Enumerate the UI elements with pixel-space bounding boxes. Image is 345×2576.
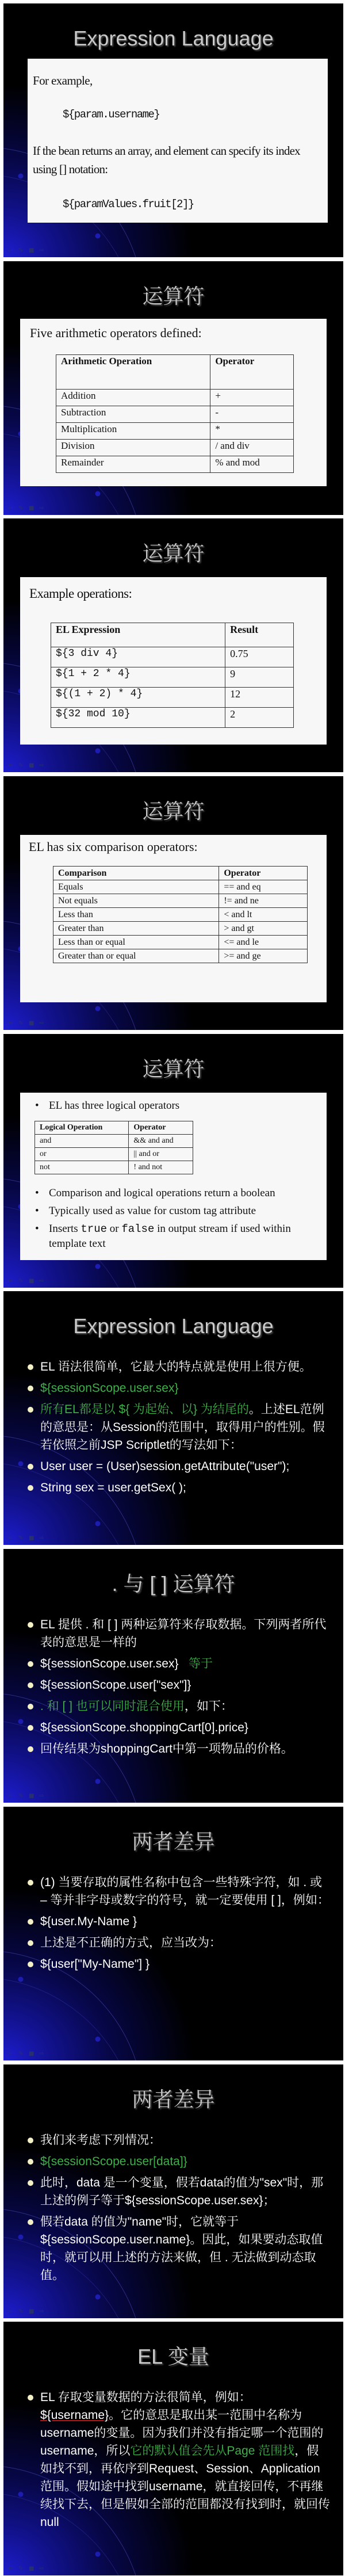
bullet-text: 上述是不正确的方式，应当改为： bbox=[40, 1936, 221, 1949]
decorative-dot bbox=[95, 1006, 101, 1012]
comparison-table bbox=[53, 866, 308, 963]
slide-wrap bbox=[0, 258, 345, 516]
table-header-row bbox=[35, 1121, 193, 1134]
underlined-text: ${username} bbox=[40, 2409, 109, 2422]
next-arrow-icon[interactable] bbox=[39, 2051, 45, 2057]
logical-table bbox=[34, 1121, 193, 1174]
slide-title: 运算符 bbox=[142, 541, 205, 566]
decorative-dot bbox=[95, 491, 101, 496]
slide-nav bbox=[8, 2566, 45, 2572]
table-row bbox=[56, 406, 294, 422]
bullet-text: in output stream if used within template text bbox=[49, 1222, 291, 1250]
content-box bbox=[20, 577, 327, 745]
text-line: For example, bbox=[33, 74, 93, 87]
bullet-text: String sex = user.getSex( ); bbox=[40, 1481, 186, 1495]
table-cell: Equals bbox=[53, 880, 219, 894]
bullet-text: ${sessionScope.shoppingCart[0].price} bbox=[40, 1721, 248, 1735]
table-cell: * bbox=[210, 422, 294, 439]
bullet-text: ${user["My-Name"] } bbox=[40, 1957, 150, 1971]
table-row bbox=[56, 456, 294, 472]
slide bbox=[3, 2322, 343, 2575]
column-header: Result bbox=[225, 623, 294, 647]
slide-wrap bbox=[0, 1031, 345, 1288]
prev-arrow-icon[interactable] bbox=[8, 763, 14, 769]
bullet-item: • Comparison and logical operations return a boolean bbox=[34, 1186, 315, 1200]
highlighted-text: ${sessionScope.user.sex} bbox=[40, 1382, 179, 1395]
prev-arrow-icon[interactable] bbox=[8, 506, 14, 512]
table-row bbox=[35, 1147, 193, 1161]
menu-icon[interactable] bbox=[29, 1536, 34, 1541]
menu-icon[interactable] bbox=[29, 2566, 34, 2572]
slide-title: 两者差异 bbox=[132, 2087, 215, 2111]
column-header: Comparison bbox=[53, 867, 219, 880]
slide bbox=[3, 1549, 343, 1803]
pen-icon[interactable] bbox=[18, 2309, 24, 2315]
content-box bbox=[20, 835, 327, 1002]
table-row bbox=[51, 688, 294, 708]
slide-nav bbox=[8, 763, 45, 769]
table-row bbox=[53, 936, 308, 949]
content-box bbox=[20, 1093, 327, 1260]
menu-icon[interactable] bbox=[29, 1793, 34, 1799]
bullet-item bbox=[26, 1655, 331, 1673]
table-row bbox=[53, 908, 308, 922]
highlighted-text: . 和 [ ] 也可以同时混合使用 bbox=[40, 1700, 185, 1713]
prev-arrow-icon[interactable] bbox=[8, 2566, 14, 2572]
slide-wrap bbox=[0, 515, 345, 773]
bullet-text: EL 存取变量数据的方法很简单，例如： bbox=[40, 2391, 251, 2405]
bullet-text: ，假如找不到，再依序到Request、Session、Application范围。假如途中找到username，就直接回传，不再继续找下去，但是假如全部的范围都没有找到时，就回传null bbox=[40, 2444, 330, 2529]
pen-icon[interactable] bbox=[18, 506, 24, 512]
prev-arrow-icon[interactable] bbox=[8, 1279, 14, 1284]
bullet-item bbox=[26, 1379, 331, 1397]
code-line: ${param.username} bbox=[63, 108, 160, 121]
slide-wrap bbox=[0, 2318, 345, 2576]
column-header: Operator bbox=[219, 867, 308, 880]
bullet-item bbox=[26, 1358, 331, 1376]
prev-arrow-icon[interactable] bbox=[8, 1536, 14, 1541]
slide-wrap bbox=[0, 2061, 345, 2319]
menu-icon[interactable] bbox=[29, 506, 34, 512]
slide-nav bbox=[8, 2051, 45, 2057]
table-cell: Less than bbox=[53, 908, 219, 922]
table-cell: ${32 mod 10} bbox=[51, 708, 225, 728]
next-arrow-icon[interactable] bbox=[39, 1279, 45, 1284]
slide-nav bbox=[8, 1793, 45, 1799]
text-line: If the bean returns an array, and element can specify its index using [] notation: bbox=[33, 144, 300, 176]
table-cell: != and ne bbox=[219, 894, 308, 908]
table-cell: Not equals bbox=[53, 894, 219, 908]
examples-table bbox=[51, 623, 294, 728]
code-line: ${paramValues.fruit[2]} bbox=[63, 198, 194, 211]
table-header-row bbox=[56, 354, 294, 389]
pen-icon[interactable] bbox=[18, 763, 24, 769]
pen-icon[interactable] bbox=[18, 1536, 24, 1541]
slide-wrap bbox=[0, 1545, 345, 1803]
table-cell: 2 bbox=[225, 708, 294, 728]
bullet-item bbox=[26, 1400, 331, 1454]
bullet-text: ，如下： bbox=[184, 1700, 233, 1713]
bullet-item bbox=[26, 1719, 331, 1737]
prev-arrow-icon[interactable] bbox=[8, 248, 14, 254]
content-box bbox=[20, 319, 327, 486]
table-cell: Remainder bbox=[56, 456, 210, 472]
table-cell: not bbox=[35, 1161, 129, 1174]
slide bbox=[3, 3, 343, 257]
bullet-item bbox=[26, 2213, 331, 2284]
table-cell: Addition bbox=[56, 389, 210, 406]
bullet-text: (1) 当要存取的属性名称中包含一些特殊字符，如 . 或 – 等并非字母或数字的符号，就一定要使用 [ ]，例如： bbox=[40, 1875, 329, 1907]
highlighted-text: 所有EL都是以 ${ 为起始、以} 为结尾的 bbox=[40, 1403, 249, 1417]
bullet-item bbox=[26, 1616, 331, 1651]
bullet-text: 我们来考虑下列情况： bbox=[40, 2133, 161, 2147]
bullet-list bbox=[34, 1098, 315, 1116]
bullet-text: ${sessionScope.user["sex"]} bbox=[40, 1678, 191, 1692]
table-row bbox=[56, 389, 294, 406]
next-arrow-icon[interactable] bbox=[39, 248, 45, 254]
slide-title: 运算符 bbox=[142, 284, 205, 308]
table-cell: and bbox=[35, 1134, 129, 1147]
table-row bbox=[35, 1161, 193, 1174]
table-cell: Subtraction bbox=[56, 406, 210, 422]
slide bbox=[3, 1807, 343, 2060]
prev-arrow-icon[interactable] bbox=[8, 1793, 14, 1799]
bullet-text: User user = (User)session.getAttribute("user"); bbox=[40, 1460, 290, 1474]
table-row bbox=[53, 949, 308, 963]
slide-title: 运算符 bbox=[142, 1056, 205, 1081]
intro-text: Example operations: bbox=[29, 586, 132, 601]
table-header-row bbox=[53, 867, 308, 880]
code-true: true bbox=[80, 1222, 108, 1235]
table-row bbox=[53, 880, 308, 894]
highlighted-text: ${sessionScope.user[data]} bbox=[40, 2154, 187, 2168]
slide-nav bbox=[8, 248, 45, 254]
bullet-text: 假若data 的值为"name"时，它就等于${sessionScope.user.name}。因此，如果要动态取值时，就可以用上述的方法来做，但 . 无法做到动态取值。 bbox=[40, 2215, 323, 2282]
table-cell: == and eq bbox=[219, 880, 308, 894]
table-cell: 12 bbox=[225, 688, 294, 708]
table-row bbox=[53, 922, 308, 936]
slide-title: . 与 [ ] 运算符 bbox=[112, 1572, 235, 1596]
prev-arrow-icon[interactable] bbox=[8, 2309, 14, 2315]
table-cell: Greater than or equal bbox=[53, 949, 219, 963]
bullet-item bbox=[26, 1479, 331, 1497]
decorative-dot bbox=[18, 174, 24, 179]
table-cell: Multiplication bbox=[56, 422, 210, 439]
slide bbox=[3, 776, 343, 1030]
next-arrow-icon[interactable] bbox=[39, 763, 45, 769]
highlighted-text: 它的默认值会先从Page 范围找 bbox=[130, 2444, 295, 2458]
table-cell: ${1 + 2 * 4} bbox=[51, 667, 225, 688]
menu-icon[interactable] bbox=[29, 2309, 34, 2315]
decorative-dot bbox=[18, 1719, 24, 1724]
column-header: Operator bbox=[129, 1121, 193, 1134]
bullet-list bbox=[34, 1186, 315, 1254]
bullet-list bbox=[26, 1358, 331, 1500]
slide-nav bbox=[8, 1279, 45, 1284]
next-arrow-icon[interactable] bbox=[39, 2566, 45, 2572]
decorative-dot bbox=[18, 1976, 24, 1982]
intro-text: EL has six comparison operators: bbox=[29, 839, 198, 854]
slide-title: Expression Language bbox=[73, 26, 274, 50]
bullet-item bbox=[34, 1222, 315, 1251]
slide-title: 两者差异 bbox=[132, 1829, 215, 1853]
bullet-text: 。上述EL范例的意思是：从Session的范围中，取得用户的性别。假若依照之前JSP Scriptlet的写法如下： bbox=[40, 1403, 325, 1452]
slide-nav bbox=[8, 1021, 45, 1026]
decorative-dot bbox=[95, 2294, 101, 2299]
bullet-text: or bbox=[107, 1222, 122, 1235]
slide bbox=[3, 1291, 343, 1545]
bullet-item bbox=[26, 2153, 331, 2170]
bullet-text: 。它的意思是取出某一范围中名称为username的变量。因为我们并没有指定哪一个范围的username，所以 bbox=[40, 2409, 324, 2458]
next-arrow-icon[interactable] bbox=[39, 1793, 45, 1799]
table-cell: Greater than bbox=[53, 922, 219, 936]
slide-nav bbox=[8, 2309, 45, 2315]
decorative-dot bbox=[95, 1779, 101, 1784]
decorative-dot bbox=[18, 1461, 24, 1467]
decorative-dot bbox=[95, 234, 101, 239]
bullet-item bbox=[26, 1955, 331, 1973]
table-cell: + bbox=[210, 389, 294, 406]
menu-icon[interactable] bbox=[29, 763, 34, 769]
table-cell: > and gt bbox=[219, 922, 308, 936]
intro-text: Five arithmetic operators defined: bbox=[30, 325, 202, 340]
decorative-dot bbox=[95, 1521, 101, 1526]
decorative-dot bbox=[95, 1264, 101, 1269]
table-cell: - bbox=[210, 406, 294, 422]
bullet-item: • Typically used as value for custom tag attribute bbox=[34, 1204, 315, 1218]
bullet-item bbox=[26, 1873, 331, 1909]
decorative-dot bbox=[18, 2492, 24, 2497]
bullet-item bbox=[26, 2388, 331, 2531]
bullet-item bbox=[26, 2131, 331, 2149]
table-cell: Less than or equal bbox=[53, 936, 219, 949]
table-cell: || and or bbox=[129, 1147, 193, 1161]
highlighted-text: 等于 bbox=[178, 1657, 213, 1671]
decorative-dot bbox=[95, 2552, 101, 2557]
table-cell: ${(1 + 2) * 4} bbox=[51, 688, 225, 708]
slide-wrap bbox=[0, 0, 345, 258]
column-header: Arithmetic Operation bbox=[56, 354, 210, 389]
content-box bbox=[28, 59, 328, 223]
table-row bbox=[56, 439, 294, 456]
table-cell: Division bbox=[56, 439, 210, 456]
slide-title: 运算符 bbox=[142, 799, 205, 823]
table-row bbox=[35, 1134, 193, 1147]
slide-wrap bbox=[0, 773, 345, 1031]
slide-title: Expression Language bbox=[73, 1314, 274, 1338]
table-cell: ! and not bbox=[129, 1161, 193, 1174]
pen-icon[interactable] bbox=[18, 1021, 24, 1026]
table-row bbox=[53, 894, 308, 908]
slide-title: EL 变量 bbox=[137, 2345, 209, 2369]
bullet-item bbox=[26, 1676, 331, 1694]
slide bbox=[3, 2064, 343, 2318]
pen-icon[interactable] bbox=[18, 248, 24, 254]
slide-nav bbox=[8, 506, 45, 512]
table-cell: % and mod bbox=[210, 456, 294, 472]
slide bbox=[3, 518, 343, 772]
decorative-dot bbox=[18, 2234, 24, 2239]
next-arrow-icon[interactable] bbox=[39, 2309, 45, 2315]
table-cell: 9 bbox=[225, 667, 294, 688]
decorative-dot bbox=[95, 2036, 101, 2041]
next-arrow-icon[interactable] bbox=[39, 506, 45, 512]
next-arrow-icon[interactable] bbox=[39, 1021, 45, 1026]
bullet-item: • EL has three logical operators bbox=[34, 1098, 315, 1113]
table-cell: && and and bbox=[129, 1134, 193, 1147]
bullet-item bbox=[26, 2174, 331, 2209]
bullet-text: ${sessionScope.user.sex} bbox=[40, 1657, 179, 1671]
table-cell: >= and ge bbox=[219, 949, 308, 963]
bullet-item bbox=[26, 1697, 331, 1715]
bullet-item bbox=[26, 1913, 331, 1930]
slide bbox=[3, 1034, 343, 1288]
prev-arrow-icon[interactable] bbox=[8, 1021, 14, 1026]
bullet-item bbox=[26, 1740, 331, 1758]
bullet-text: EL 语法很简单，它最大的特点就是使用上很方便。 bbox=[40, 1360, 312, 1374]
arithmetic-table bbox=[56, 354, 294, 473]
bullet-item bbox=[26, 1457, 331, 1475]
next-arrow-icon[interactable] bbox=[39, 1536, 45, 1541]
decorative-arc bbox=[3, 1979, 118, 2060]
table-row bbox=[51, 667, 294, 688]
table-row bbox=[51, 647, 294, 667]
bullet-text: 回传结果为shoppingCart中第一项物品的价格。 bbox=[40, 1742, 293, 1756]
table-cell: ${3 div 4} bbox=[51, 647, 225, 667]
pen-icon[interactable] bbox=[18, 2566, 24, 2572]
table-cell: / and div bbox=[210, 439, 294, 456]
slide-nav bbox=[8, 1536, 45, 1541]
table-row bbox=[51, 708, 294, 728]
column-header: EL Expression bbox=[51, 623, 225, 647]
menu-icon[interactable] bbox=[29, 1279, 34, 1284]
decorative-dot bbox=[95, 749, 101, 754]
table-cell: or bbox=[35, 1147, 129, 1161]
column-header: Operator bbox=[210, 354, 294, 389]
bullet-list bbox=[26, 2388, 331, 2535]
pen-icon[interactable] bbox=[18, 2051, 24, 2057]
prev-arrow-icon[interactable] bbox=[8, 2051, 14, 2057]
bullet-list bbox=[26, 2131, 331, 2288]
table-cell: <= and le bbox=[219, 936, 308, 949]
column-header: Logical Operation bbox=[35, 1121, 129, 1134]
bullet-list bbox=[26, 1616, 331, 1761]
bullet-text: 此时，data 是一个变量，假若data的值为"sex"时，那上述的例子等于${sessionScope.user.sex}； bbox=[40, 2176, 324, 2207]
slide-wrap bbox=[0, 1288, 345, 1545]
bullet-text: ${user.My-Name } bbox=[40, 1914, 137, 1928]
pen-icon[interactable] bbox=[18, 1279, 24, 1284]
menu-icon[interactable] bbox=[29, 248, 34, 254]
slide-wrap bbox=[0, 1803, 345, 2061]
table-header-row bbox=[51, 623, 294, 647]
bullet-text: EL 提供 . 和 [ ] 两种运算符来存取数据。下列两者所代表的意思是一样的 bbox=[40, 1618, 327, 1650]
menu-icon[interactable] bbox=[29, 2051, 34, 2057]
code-false: false bbox=[121, 1222, 155, 1235]
menu-icon[interactable] bbox=[29, 1021, 34, 1026]
bullet-text: Inserts bbox=[49, 1222, 81, 1235]
slide bbox=[3, 261, 343, 515]
table-cell: < and lt bbox=[219, 908, 308, 922]
bullet-list bbox=[26, 1873, 331, 1976]
bullet-item bbox=[26, 1934, 331, 1952]
pen-icon[interactable] bbox=[18, 1793, 24, 1799]
table-cell: 0.75 bbox=[225, 647, 294, 667]
table-row bbox=[56, 422, 294, 439]
